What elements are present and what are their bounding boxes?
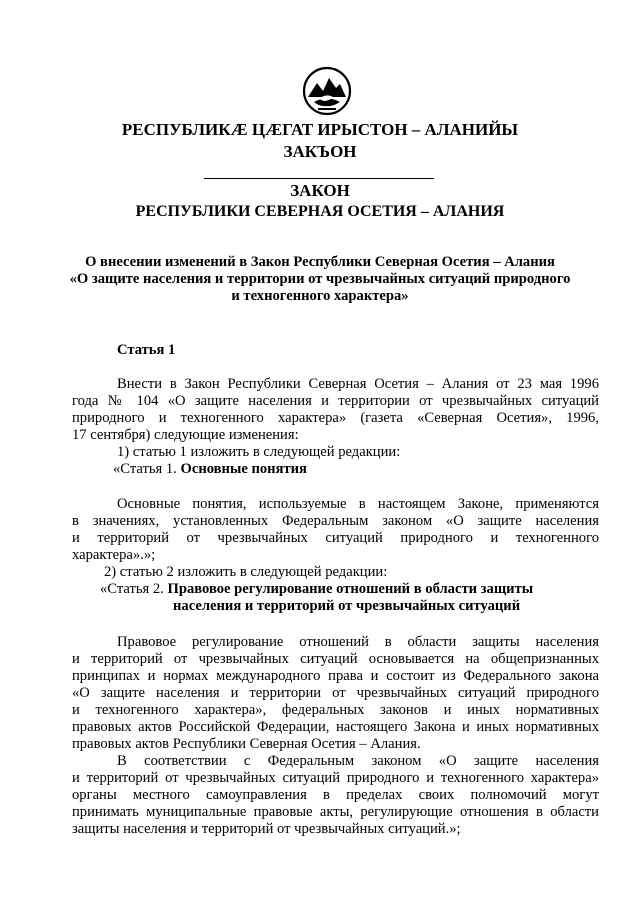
body-line: 17 сентября) следующие изменения: (72, 427, 299, 443)
article-2-name: населения и территорий от чрезвычайных ситуаций (173, 598, 521, 614)
body-line: «О защите населения и территории от чрезвычайных ситуаций природного (72, 685, 599, 701)
law-title-line: О внесении изменений в Закон Республики Северная Осетия – Алания (85, 254, 555, 270)
body-line: года № 104 «О защите населения и территории от чрезвычайных ситуаций (72, 393, 599, 409)
body-line: характера».»; (72, 547, 156, 563)
body-line: правовых актов Российской Федерации, настоящего Закона и иных нормативных (72, 719, 599, 735)
item-line: 2) статью 2 изложить в следующей редакции: (104, 564, 388, 580)
law-title-line: и техногенного характера» (231, 288, 409, 304)
article-1-name: Основные понятия (180, 461, 307, 477)
body-line: принципах и нормах международного права и состоит из Федерального закона (72, 668, 599, 684)
body-line: в значениях, установленных Федеральным законом «О защите населения (72, 513, 599, 529)
article-2-title (100, 581, 533, 598)
body-line: и территорий от чрезвычайных ситуаций основывается на общепризнанных (72, 651, 599, 667)
body-line: и территорий от чрезвычайных ситуаций природного и техногенного (72, 530, 599, 546)
body-line: принимать муниципальные правовые акты, регулирующие отношения в области (72, 804, 599, 820)
body-line: органы местного самоуправления в пределах своих полномочий могут (72, 787, 599, 803)
article-1-prefix: «Статья 1. (113, 461, 181, 477)
body-line: В соответствии с Федеральным законом «О защите населения (117, 753, 599, 769)
body-line: Внести в Закон Республики Северная Осетия – Алания от 23 мая 1996 (117, 376, 599, 392)
ossetian-republic-title: РЕСПУБЛИКÆ ЦÆГАТ ИРЫСТОН – АЛАНИЙЫ (121, 120, 519, 139)
body-line: и территорий от чрезвычайных ситуаций природного и техногенного характера» (72, 770, 599, 786)
body-line: и техногенного характера», федеральных законов и иных нормативных (72, 702, 599, 718)
article-heading: Статья 1 (117, 342, 176, 358)
body-line: правовых актов Республики Северная Осетия – Алания. (72, 736, 421, 752)
article-1-title (113, 461, 307, 478)
article-2-name: Правовое регулирование отношений в области защиты (167, 581, 534, 597)
body-line: Правовое регулирование отношений в области защиты населения (117, 634, 599, 650)
article-2-prefix: «Статья 2. (100, 581, 168, 597)
body-line: природного и техногенного характера» (газета «Северная Осетия», 1996, (72, 410, 599, 426)
ossetian-law-label: ЗАКЪОН (283, 142, 357, 161)
body-line: Основные понятия, используемые в настоящем Законе, применяются (117, 496, 599, 512)
header-divider (204, 178, 434, 179)
russian-republic-title: РЕСПУБЛИКИ СЕВЕРНАЯ ОСЕТИЯ – АЛАНИЯ (135, 203, 505, 220)
russian-law-label: ЗАКОН (290, 181, 350, 200)
republic-emblem-icon (302, 66, 352, 116)
item-line: 1) статью 1 изложить в следующей редакции: (117, 444, 401, 460)
body-line: защиты населения и территорий от чрезвычайных ситуаций.»; (72, 821, 461, 837)
law-title-line: «О защите населения и территории от чрезвычайных ситуаций природного (69, 271, 571, 287)
